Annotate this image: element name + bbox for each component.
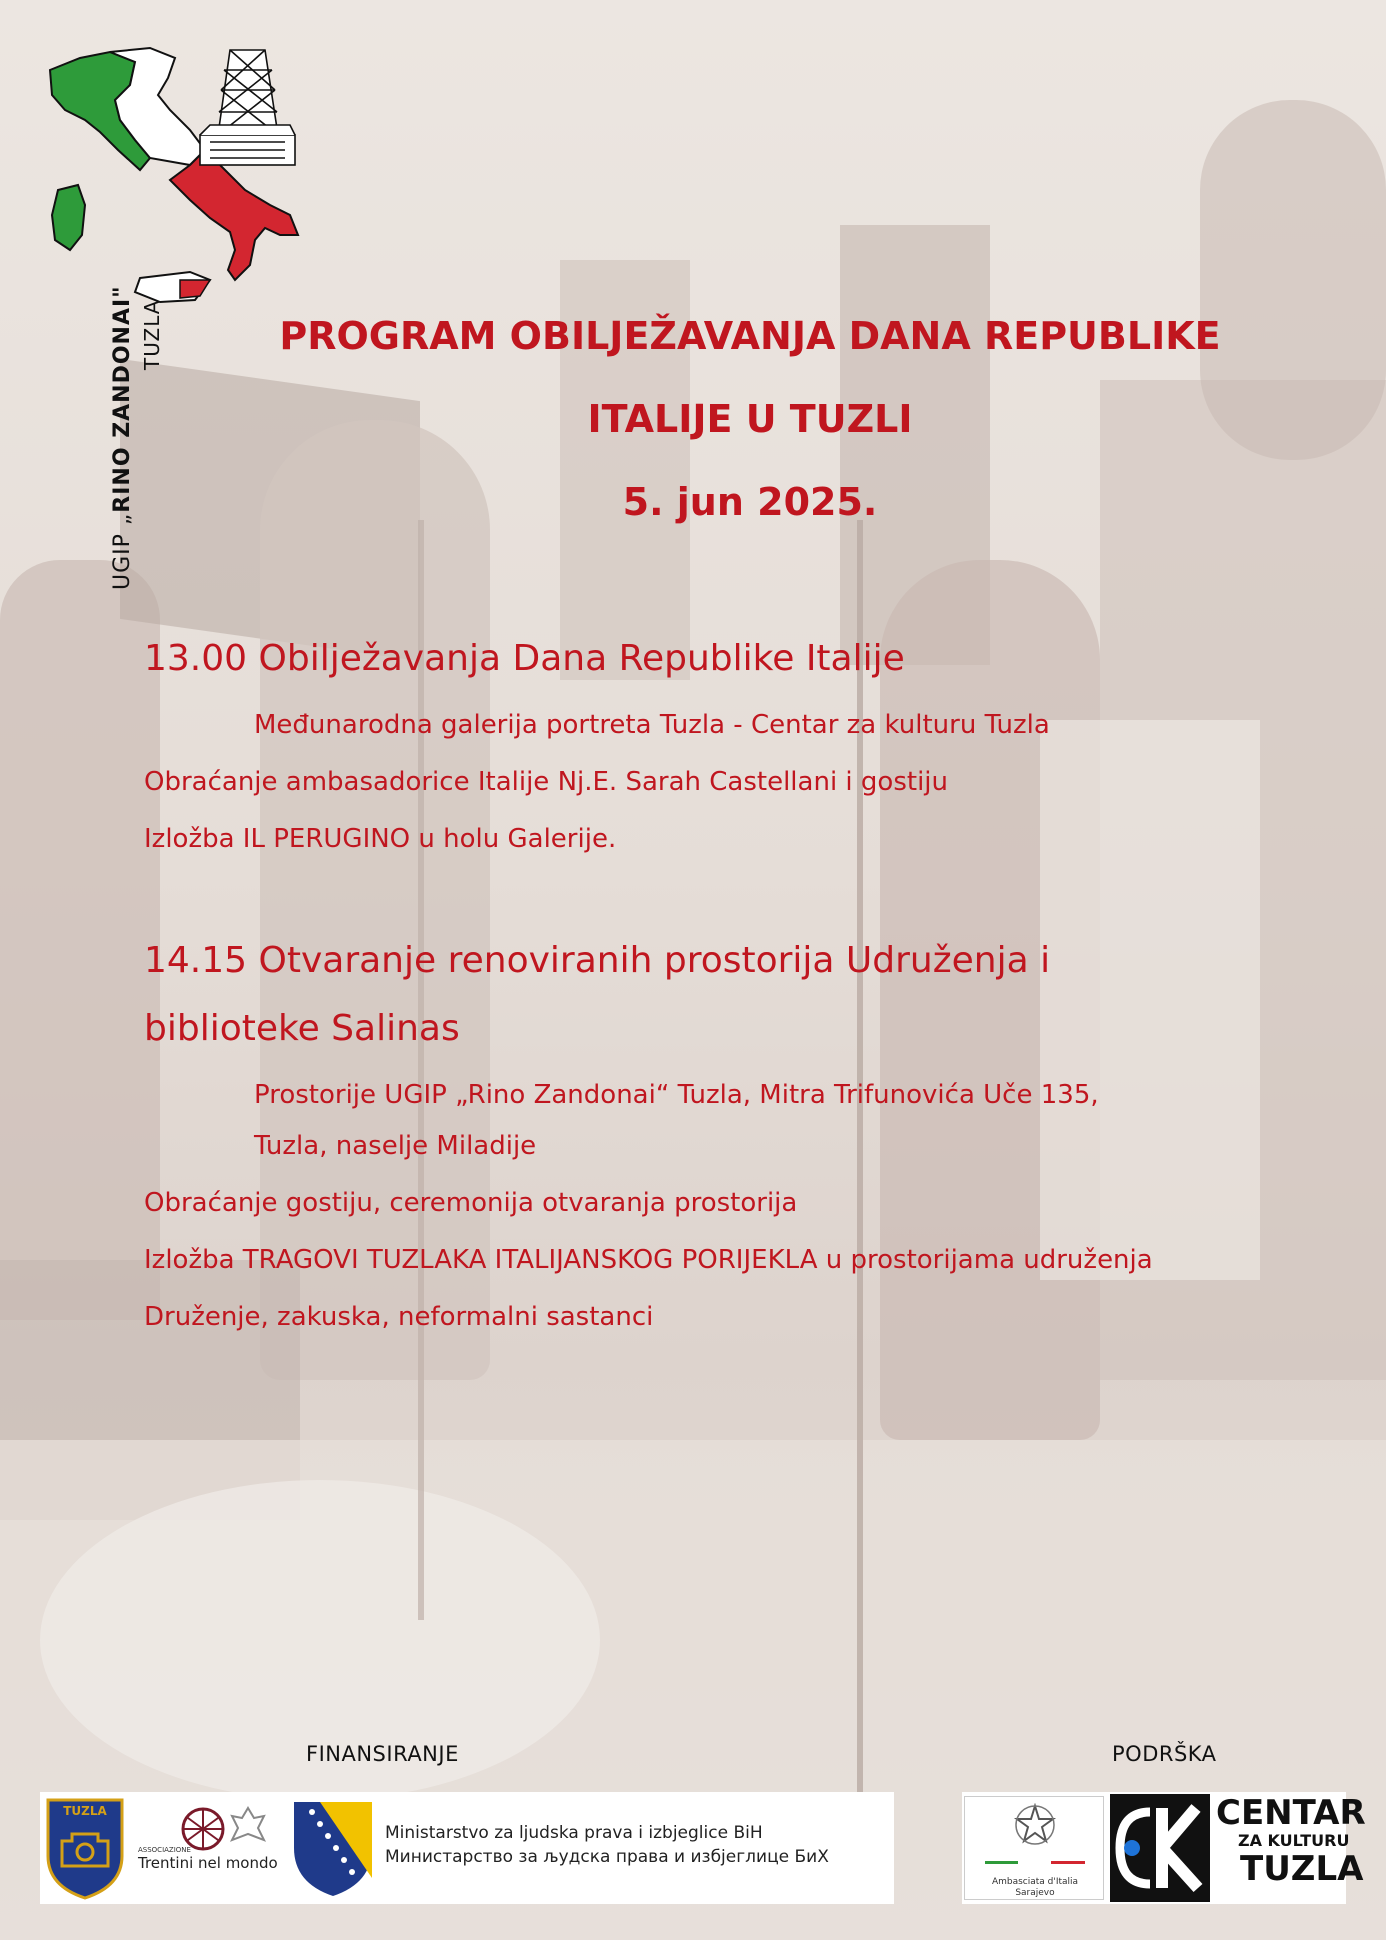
italian-emblem-icon bbox=[1013, 1803, 1057, 1847]
centar-za-kulturu-logo bbox=[1110, 1792, 1366, 1904]
event-2-item-1: Obraćanje gostiju, ceremonija otvaranja prostorija bbox=[144, 1188, 798, 1218]
centar-line-3: TUZLA bbox=[1240, 1849, 1364, 1889]
financing-logos-bar bbox=[40, 1792, 894, 1904]
ambassy-line-2: Sarajevo bbox=[1015, 1887, 1055, 1898]
italian-flag-stripe bbox=[985, 1861, 1085, 1864]
title-date: 5. jun 2025. bbox=[622, 480, 878, 524]
sardinia-shape bbox=[52, 185, 85, 250]
financing-label: FINANSIRANJE bbox=[306, 1742, 459, 1766]
logo-name: UGIP „RINO ZANDONAI" bbox=[110, 285, 135, 590]
title-line-2: ITALIJE U TUZLI bbox=[587, 397, 913, 441]
bih-coat-of-arms-icon bbox=[290, 1798, 376, 1898]
italy-red-region bbox=[170, 150, 298, 280]
tuzla-crest-icon bbox=[44, 1796, 126, 1900]
ministry-text bbox=[385, 1822, 829, 1870]
event-1-item-2: Izložba IL PERUGINO u holu Galerije. bbox=[144, 824, 617, 854]
event-1-location: Međunarodna galerija portreta Tuzla - Centar za kulturu Tuzla bbox=[254, 710, 1050, 740]
event-2-heading-line-1: 14.15 Otvaranje renoviranih prostorija Udruženja i bbox=[144, 940, 1051, 981]
trentini-eagle-icon bbox=[228, 1804, 268, 1848]
centar-line-1: CENTAR bbox=[1216, 1793, 1366, 1833]
event-2-item-3: Druženje, zakuska, neformalni sastanci bbox=[144, 1302, 654, 1332]
ambassy-line-1: Ambasciata d'Italia bbox=[991, 1877, 1079, 1887]
support-label: PODRŠKA bbox=[1112, 1742, 1217, 1766]
event-1-item-1: Obraćanje ambasadorice Italije Nj.E. Sarah Castellani i gostiju bbox=[144, 767, 948, 797]
trentini-name: Trentini nel mondo bbox=[138, 1854, 278, 1872]
trentini-small-label: ASSOCIAZIONE bbox=[138, 1846, 191, 1854]
event-2-location-line-1: Prostorije UGIP „Rino Zandonai“ Tuzla, Mitra Trifunovića Uče 135, bbox=[254, 1080, 1099, 1110]
ministry-latin: Ministarstvo za ljudska prava i izbjeglice BiH bbox=[385, 1823, 763, 1843]
event-1-heading: 13.00 Obilježavanja Dana Republike Italije bbox=[144, 638, 905, 679]
centar-line-2: ZA KULTURU bbox=[1238, 1831, 1350, 1850]
title-line-1: PROGRAM OBILJEŽAVANJA DANA REPUBLIKE bbox=[279, 314, 1221, 358]
tuzla-crest-text: TUZLA bbox=[63, 1804, 107, 1818]
event-2-item-2: Izložba TRAGOVI TUZLAKA ITALIJANSKOG PORIJEKLA u prostorijama udruženja bbox=[144, 1245, 1153, 1275]
italy-map-logo bbox=[40, 40, 330, 340]
salt-tower-icon bbox=[200, 50, 295, 165]
logo-vertical-text bbox=[110, 285, 164, 590]
event-2-heading-line-2: biblioteke Salinas bbox=[144, 1008, 460, 1049]
ambassy-text bbox=[965, 1877, 1105, 1899]
centar-text bbox=[1216, 1793, 1366, 1889]
support-logos-bar bbox=[962, 1792, 1366, 1904]
ministry-cyrillic: Министарство за људска права и избјеглице БиХ bbox=[385, 1846, 829, 1867]
ck-logo-icon bbox=[1110, 1794, 1210, 1902]
italian-embassy-logo bbox=[964, 1796, 1104, 1900]
event-2-location-line-2: Tuzla, naselje Miladije bbox=[254, 1131, 537, 1161]
logo-city: TUZLA bbox=[140, 299, 164, 370]
